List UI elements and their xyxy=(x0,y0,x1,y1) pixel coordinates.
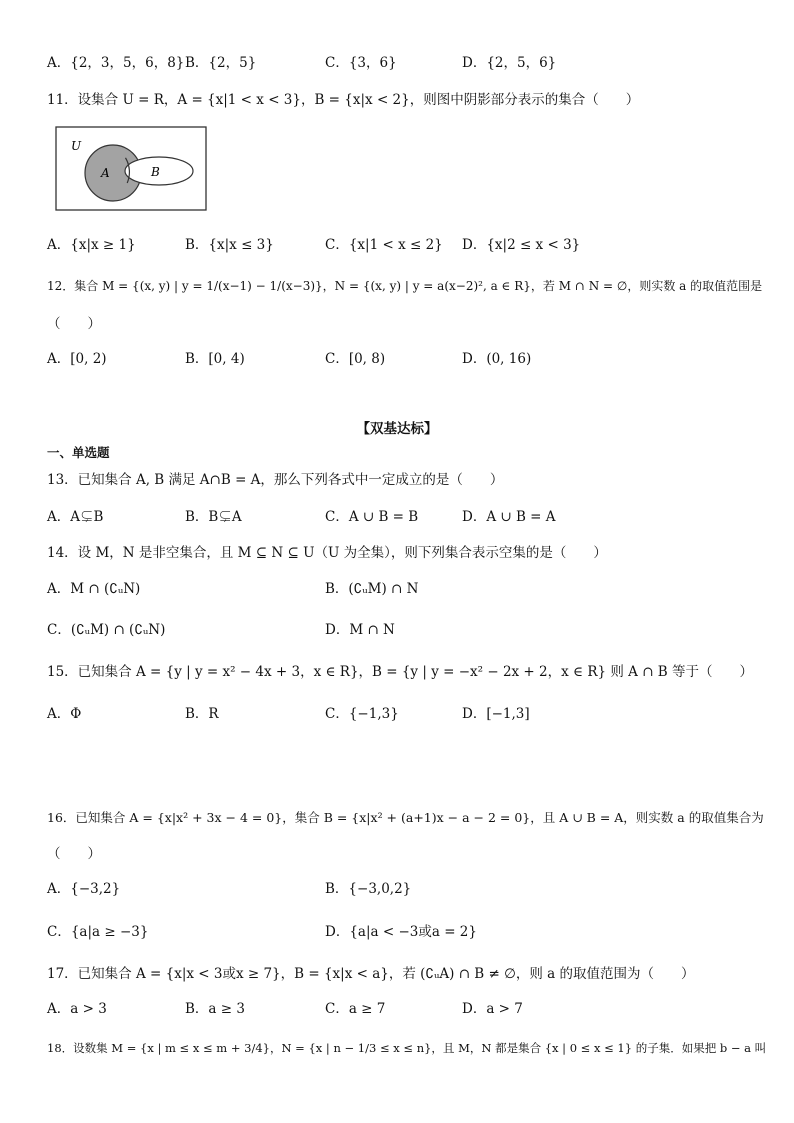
venn-label-u: U xyxy=(71,139,82,153)
q12-option-c: C．[0, 8) xyxy=(325,351,386,367)
q15-option-b: B．R xyxy=(185,706,219,722)
q13-option-b: B．B⊊A xyxy=(185,509,242,525)
q17-option-b: B．a ≥ 3 xyxy=(185,1001,245,1017)
q13-option-d: D．A ∪ B = A xyxy=(462,509,556,525)
q17-option-d: D．a > 7 xyxy=(462,1001,523,1017)
q10-option-d: D．{2，5，6} xyxy=(462,55,557,71)
q16-option-c: C．{a|a ≥ −3} xyxy=(47,924,149,940)
q12-paren: （ ） xyxy=(47,316,101,332)
venn-diagram xyxy=(55,126,207,212)
q13-stem: 13．已知集合 A, B 满足 A∩B = A，那么下列各式中一定成立的是（ ） xyxy=(47,472,504,488)
q17-stem: 17．已知集合 A = {x|x < 3或x ≥ 7}，B = {x|x < a}，若 (∁ᵤA) ∩ B ≠ ∅，则 a 的取值范围为（ ） xyxy=(47,966,695,982)
q10-option-c: C．{3，6} xyxy=(325,55,397,71)
q15-stem: 15．已知集合 A = {y | y = x² − 4x + 3，x ∈ R}，B = {y | y = −x² − 2x + 2，x ∈ R} 则 A ∩ B 等于（ ） xyxy=(47,664,754,680)
q14-option-d: D．M ∩ N xyxy=(325,622,395,638)
q16-option-b: B．{−3,0,2} xyxy=(325,881,412,897)
q16-option-d: D．{a|a < −3或a = 2} xyxy=(325,924,477,940)
q16-paren: （ ） xyxy=(47,846,101,862)
q13-option-c: C．A ∪ B = B xyxy=(325,509,419,525)
q16-option-a: A．{−3,2} xyxy=(47,881,121,897)
q15-option-d: D．[−1,3] xyxy=(462,706,530,722)
venn-label-b: B xyxy=(151,165,160,179)
q10-option-b: B．{2，5} xyxy=(185,55,257,71)
q12-stem: 12．集合 M = {(x, y) | y = 1/(x−1) − 1/(x−3)}，N = {(x, y) | y = a(x−2)², a ∈ R}，若 M ∩ N = ∅，则实数 a 的取值范围是 xyxy=(47,279,763,293)
q10-option-a: A．{2，3，5，6，8} xyxy=(47,55,185,71)
q14-option-c: C．(∁ᵤM) ∩ (∁ᵤN) xyxy=(47,622,166,638)
q11-option-d: D．{x|2 ≤ x < 3} xyxy=(462,237,581,253)
q11-option-a: A．{x|x ≥ 1} xyxy=(47,237,136,253)
q15-option-c: C．{−1,3} xyxy=(325,706,399,722)
q11-option-b: B．{x|x ≤ 3} xyxy=(185,237,274,253)
section-title: 【双基达标】 xyxy=(356,421,438,437)
q14-option-a: A．M ∩ (∁ᵤN) xyxy=(47,581,141,597)
q16-stem: 16．已知集合 A = {x|x² + 3x − 4 = 0}，集合 B = {x|x² + (a+1)x − a − 2 = 0}，且 A ∪ B = A，则实数 a 的取值集合为 xyxy=(47,810,764,825)
venn-label-a: A xyxy=(101,166,110,180)
q12-option-d: D．(0, 16) xyxy=(462,351,532,367)
q14-option-b: B．(∁ᵤM) ∩ N xyxy=(325,581,419,597)
q11-stem: 11．设集合 U = R，A = {x|1 < x < 3}，B = {x|x < 2}，则图中阴影部分表示的集合（ ） xyxy=(47,92,640,108)
q17-option-a: A．a > 3 xyxy=(47,1001,107,1017)
subsection-title: 一、单选题 xyxy=(47,445,110,460)
q13-option-a: A．A⊊B xyxy=(47,509,104,525)
q15-option-a: A．Φ xyxy=(47,706,82,722)
q17-option-c: C．a ≥ 7 xyxy=(325,1001,386,1017)
q12-option-a: A．[0, 2) xyxy=(47,351,107,367)
q18-stem: 18．设数集 M = {x | m ≤ x ≤ m + 3/4}，N = {x | n − 1/3 ≤ x ≤ n}，且 M，N 都是集合 {x | 0 ≤ x ≤ 1} 的子集．如果把 b − a 叫 xyxy=(47,1041,767,1055)
q12-option-b: B．[0, 4) xyxy=(185,351,245,367)
q14-stem: 14．设 M，N 是非空集合，且 M ⊆ N ⊆ U（U 为全集），则下列集合表示空集的是（ ） xyxy=(47,545,607,561)
q11-option-c: C．{x|1 < x ≤ 2} xyxy=(325,237,443,253)
